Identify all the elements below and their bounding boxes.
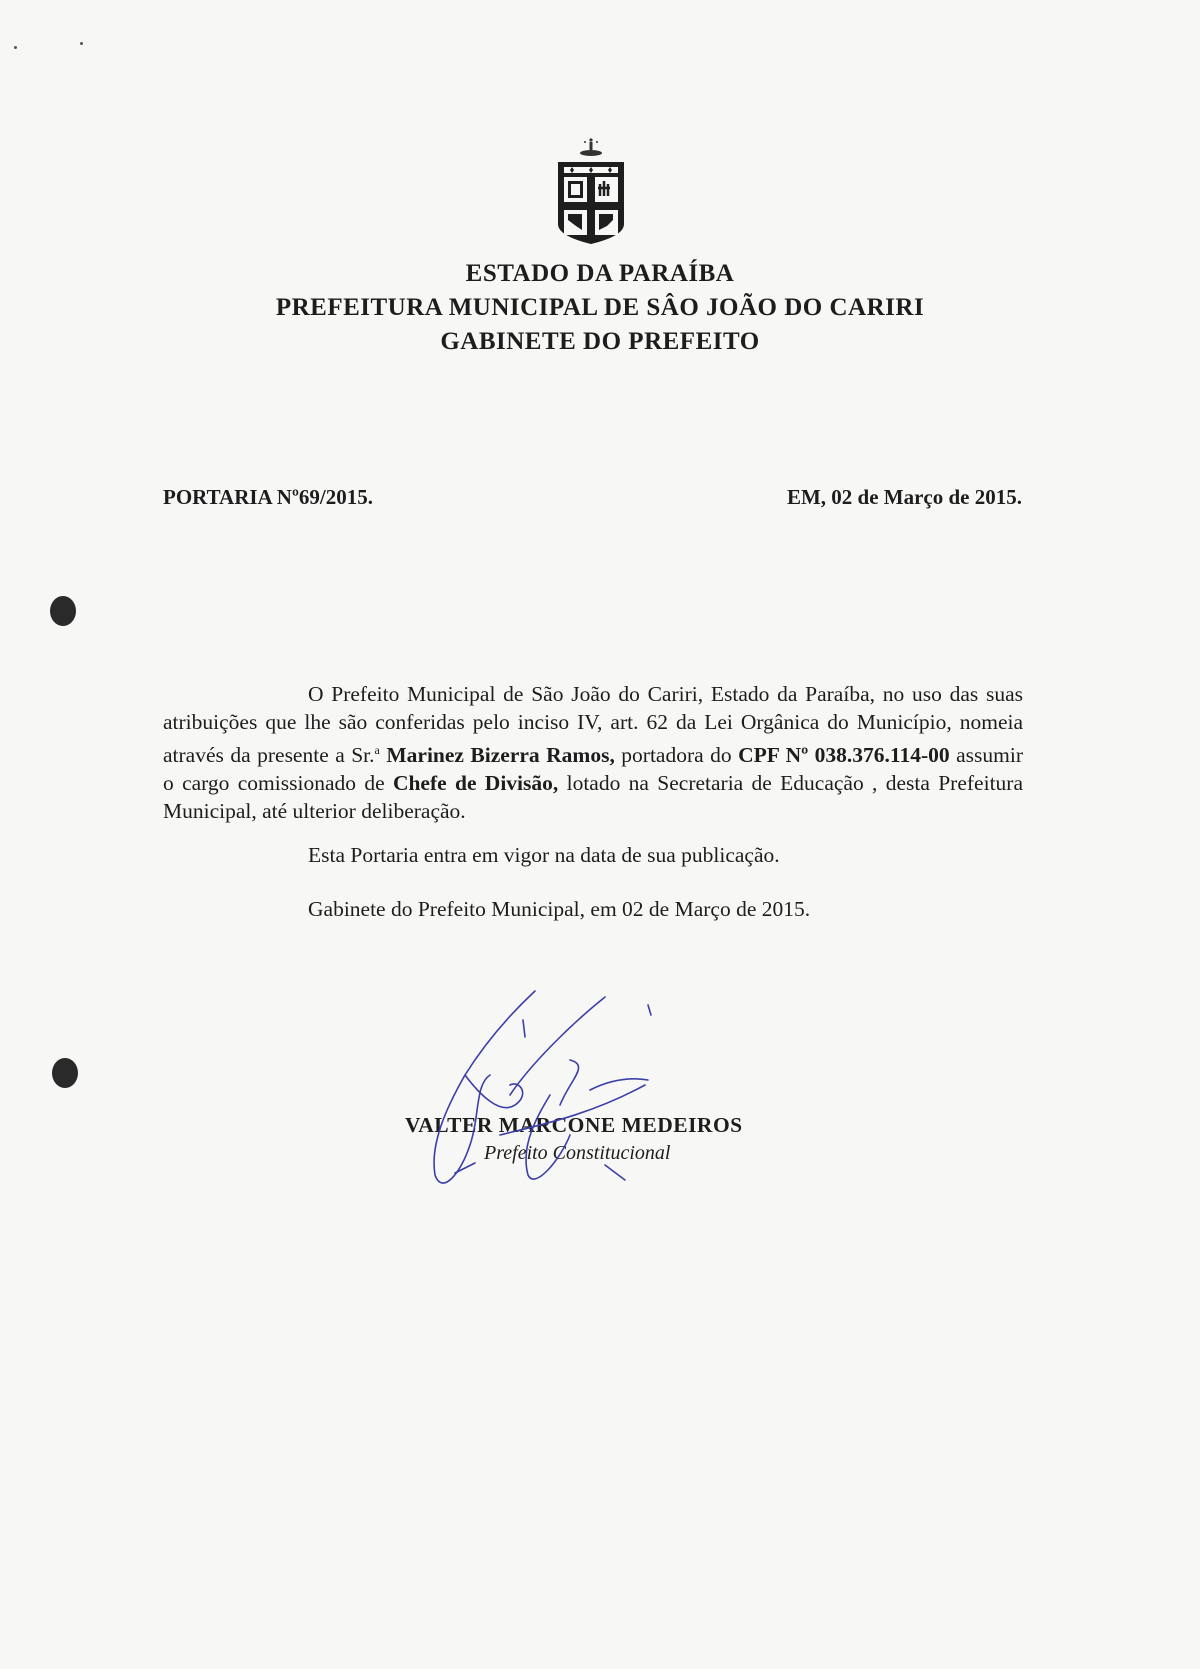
closing-line: Gabinete do Prefeito Municipal, em 02 de Março de 2015. <box>308 897 811 921</box>
scan-speck <box>80 42 83 45</box>
punch-hole <box>52 1058 78 1088</box>
scan-speck <box>14 46 17 49</box>
signer-title: Prefeito Constitucional <box>484 1142 671 1164</box>
municipal-crest-icon <box>552 136 630 248</box>
paragraph-text: lotado na Secretaria de Educação , desta Prefeitura Municipal, até ulterior deliberação. <box>163 771 1023 824</box>
paragraph-text: portadora do <box>614 743 739 768</box>
paragraph-text: O Prefeito Municipal de São João do Cariri, Estado da Paraíba, no uso das suas atribuições que lhe são conferidas pelo inciso IV, art. 62 da Lei Orgânica do Município, nomeia através da presente a Sr. <box>163 682 1023 768</box>
portaria-date: EM, 02 de Março de 2015. <box>786 485 1022 509</box>
portaria-number: PORTARIA Nº69/2015. <box>163 485 373 509</box>
punch-hole <box>50 596 76 626</box>
signer-name: VALTER MARCONE MEDEIROS <box>405 1113 743 1137</box>
header-office: GABINETE DO PREFEITO <box>440 328 760 355</box>
role-title: Chefe de Divisão, <box>392 771 559 796</box>
header-state: ESTADO DA PARAÍBA <box>465 260 735 287</box>
cpf-number: CPF Nº 038.376.114-00 <box>738 743 950 768</box>
handwritten-signature <box>420 985 700 1195</box>
paragraph-text: assumir o cargo comissionado de <box>163 743 1024 796</box>
effective-clause: Esta Portaria entra em vigor na data de sua publicação. <box>308 843 780 867</box>
ordinal-superscript: a <box>374 743 380 757</box>
appointment-paragraph <box>163 680 1023 825</box>
header-municipality: PREFEITURA MUNICIPAL DE SÂO JOÃO DO CARIRI <box>275 294 925 321</box>
appointee-name: Marinez Bizerra Ramos, <box>386 743 615 768</box>
